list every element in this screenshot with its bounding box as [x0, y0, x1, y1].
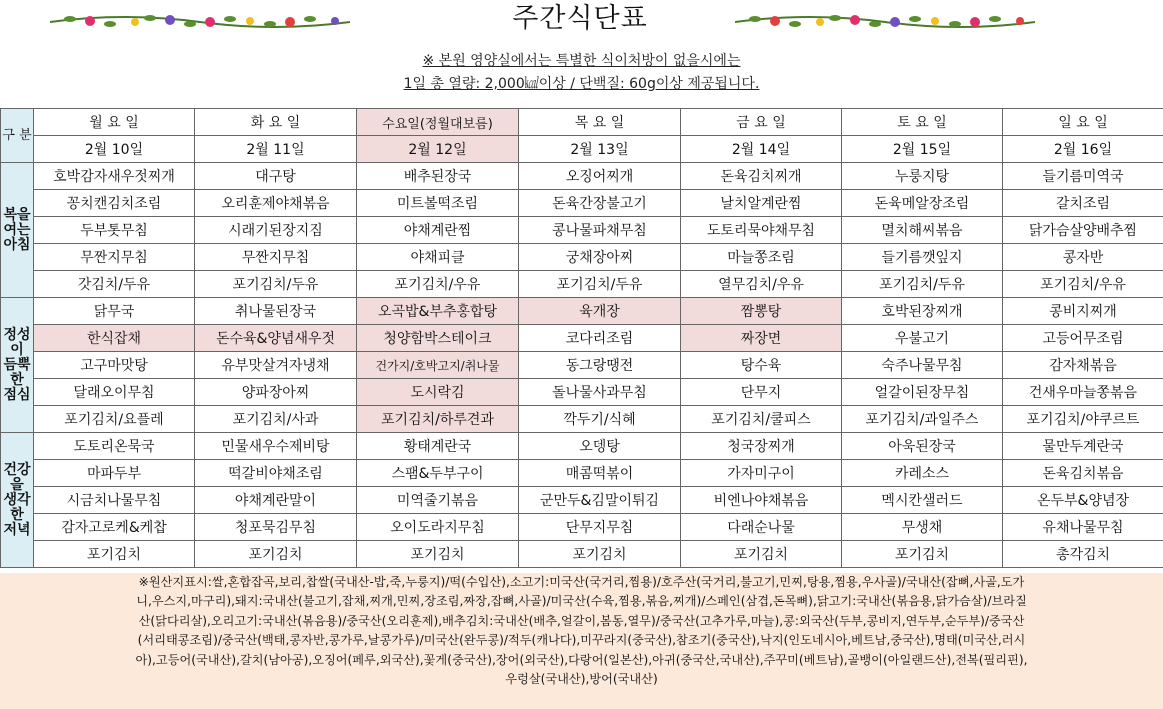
menu-item-cell: 미트볼떡조림 [357, 190, 519, 217]
menu-item-cell: 포기김치/두유 [195, 271, 357, 298]
menu-item-cell: 민물새우수제비탕 [195, 433, 357, 460]
menu-item-cell: 건가지/호박고지/취나물 [357, 352, 519, 379]
menu-item-cell: 얼갈이된장무침 [842, 379, 1003, 406]
menu-item-cell: 카레소스 [842, 460, 1003, 487]
day-name-row [1, 109, 1163, 136]
menu-item-cell: 콩나물파채무침 [519, 217, 681, 244]
menu-item-cell: 포기김치/우유 [1003, 271, 1163, 298]
meal-category-label: 건강을 생각한 저녁 [1, 433, 34, 568]
date-cell: 2월 12일 [357, 136, 519, 163]
flower-garland-left-icon [50, 10, 350, 32]
menu-item-cell: 포기김치/우유 [357, 271, 519, 298]
menu-item-cell: 호박감자새우젓찌개 [34, 163, 195, 190]
meal-category-label: 복을 여는 아침 [1, 163, 34, 298]
menu-item-cell: 온두부&양념장 [1003, 487, 1163, 514]
notice-line-2: 1일 총 열량: 2,000㎉이상 / 단백질: 60g이상 제공됩니다. [403, 76, 760, 92]
menu-item-cell: 황태계란국 [357, 433, 519, 460]
menu-item-cell: 시래기된장지짐 [195, 217, 357, 244]
menu-item-cell: 육개장 [519, 298, 681, 325]
menu-item-cell: 돈수육&양념새우젓 [195, 325, 357, 352]
menu-item-cell: 달래오이무침 [34, 379, 195, 406]
menu-item-cell: 포기김치/두유 [519, 271, 681, 298]
menu-item-cell: 호박된장찌개 [842, 298, 1003, 325]
header-label-cell: 구 분 [1, 109, 34, 163]
menu-row [1, 271, 1163, 298]
menu-item-cell: 포기김치 [357, 541, 519, 568]
flower-garland-right-icon [735, 10, 1035, 32]
menu-row [1, 541, 1163, 568]
day-name-cell: 토 요 일 [842, 109, 1003, 136]
menu-item-cell: 아욱된장국 [842, 433, 1003, 460]
menu-row [1, 433, 1163, 460]
menu-item-cell: 무생채 [842, 514, 1003, 541]
menu-item-cell: 야채계란찜 [357, 217, 519, 244]
menu-item-cell: 포기김치/사과 [195, 406, 357, 433]
menu-item-cell: 무짠지무침 [34, 244, 195, 271]
menu-item-cell: 우불고기 [842, 325, 1003, 352]
menu-item-cell: 포기김치/하루견과 [357, 406, 519, 433]
menu-row [1, 190, 1163, 217]
menu-item-cell: 포기김치/요플레 [34, 406, 195, 433]
notice-line-1: ※ 본원 영양실에서는 특별한 식이처방이 없을시에는 [422, 53, 741, 69]
menu-item-cell: 두부톳무침 [34, 217, 195, 244]
date-cell: 2월 14일 [681, 136, 842, 163]
origin-line: (서리태콩조림)/중국산(백태,콩자반,콩가루,날콩가루)/미국산(완두콩)/적두(캐나다),미꾸라지(중국산),참조기(중국산),낙지(인도네시아,베트남,중국산),명태(미국산,러시 [137, 633, 1026, 648]
menu-item-cell: 도토리묵야채무침 [681, 217, 842, 244]
menu-item-cell: 돈육메알장조림 [842, 190, 1003, 217]
menu-item-cell: 누룽지탕 [842, 163, 1003, 190]
menu-item-cell: 들기름미역국 [1003, 163, 1163, 190]
origin-line: ※원산지표시:쌀,혼합잡곡,보리,찹쌀(국내산-밥,죽,누룽지)/떡(수입산),소고기:미국산(국거리,찜용)/호주산(국거리,불고기,민찌,탕용,찜용,우사골)/국내산(잡뼈,사골,도가 [138, 575, 1025, 589]
menu-item-cell: 야채계란말이 [195, 487, 357, 514]
menu-item-cell: 야채피클 [357, 244, 519, 271]
menu-item-cell: 마늘쫑조림 [681, 244, 842, 271]
menu-item-cell: 콩비지찌개 [1003, 298, 1163, 325]
menu-item-cell: 궁채장아찌 [519, 244, 681, 271]
menu-item-cell: 닭가슴살양배추찜 [1003, 217, 1163, 244]
menu-row [1, 379, 1163, 406]
menu-item-cell: 돈육김치볶음 [1003, 460, 1163, 487]
menu-item-cell: 배추된장국 [357, 163, 519, 190]
menu-item-cell: 포기김치 [195, 541, 357, 568]
menu-item-cell: 짬뽕탕 [681, 298, 842, 325]
menu-row [1, 217, 1163, 244]
menu-item-cell: 동그랑땡전 [519, 352, 681, 379]
menu-item-cell: 다래순나물 [681, 514, 842, 541]
day-name-cell: 수요일(정월대보름) [357, 109, 519, 136]
origin-line: 산(닭다리살),오리고기:국내산(볶음용)/중국산(오리훈제),배추김치:국내산(배추,얼갈이,봄동,열무)/중국산(고추가루,마늘),콩:외국산(두부,콩비지,연두부,순두부)/중국산 [138, 613, 1025, 628]
date-cell: 2월 13일 [519, 136, 681, 163]
menu-item-cell: 코다리조림 [519, 325, 681, 352]
menu-item-cell: 가자미구이 [681, 460, 842, 487]
menu-item-cell: 돈육간장불고기 [519, 190, 681, 217]
menu-item-cell: 갓김치/두유 [34, 271, 195, 298]
menu-row [1, 514, 1163, 541]
day-name-cell: 일 요 일 [1003, 109, 1163, 136]
menu-item-cell: 돌나물사과무침 [519, 379, 681, 406]
menu-item-cell: 청포묵김무침 [195, 514, 357, 541]
menu-row [1, 487, 1163, 514]
menu-item-cell: 미역줄기볶음 [357, 487, 519, 514]
date-cell: 2월 10일 [34, 136, 195, 163]
menu-item-cell: 양파장아찌 [195, 379, 357, 406]
origin-info [0, 573, 1163, 709]
menu-item-cell: 유부맛살겨자냉채 [195, 352, 357, 379]
menu-item-cell: 열무김치/우유 [681, 271, 842, 298]
menu-item-cell: 숙주나물무침 [842, 352, 1003, 379]
menu-item-cell: 시금치나물무침 [34, 487, 195, 514]
menu-item-cell: 군만두&김말이튀김 [519, 487, 681, 514]
menu-item-cell: 단무지 [681, 379, 842, 406]
menu-item-cell: 매콤떡볶이 [519, 460, 681, 487]
day-name-cell: 화 요 일 [195, 109, 357, 136]
origin-line: 아),고등어(국내산),갈치(남아공),오징어(페루,외국산),꽃게(중국산),장어(외국산),다랑어(일본산),아귀(중국산,국내산),주꾸미(베트남),골뱅이(아일랜드산),전복(필리핀), [135, 652, 1028, 667]
menu-item-cell: 멕시칸샐러드 [842, 487, 1003, 514]
menu-item-cell: 탕수육 [681, 352, 842, 379]
menu-item-cell: 오리훈제야채볶음 [195, 190, 357, 217]
menu-item-cell: 도시락김 [357, 379, 519, 406]
menu-item-cell: 도토리온묵국 [34, 433, 195, 460]
menu-row [1, 352, 1163, 379]
date-cell: 2월 15일 [842, 136, 1003, 163]
date-row [1, 136, 1163, 163]
menu-item-cell: 오뎅탕 [519, 433, 681, 460]
day-name-cell: 금 요 일 [681, 109, 842, 136]
menu-row [1, 325, 1163, 352]
menu-item-cell: 들기름깻잎지 [842, 244, 1003, 271]
menu-row [1, 406, 1163, 433]
menu-item-cell: 포기김치 [842, 541, 1003, 568]
menu-item-cell: 포기김치/과일주스 [842, 406, 1003, 433]
menu-item-cell: 무짠지무침 [195, 244, 357, 271]
menu-row [1, 244, 1163, 271]
menu-item-cell: 돈육김치찌개 [681, 163, 842, 190]
menu-item-cell: 짜장면 [681, 325, 842, 352]
menu-item-cell: 감자고로케&케찹 [34, 514, 195, 541]
menu-item-cell: 대구탕 [195, 163, 357, 190]
menu-item-cell: 오곡밥&부추홍합탕 [357, 298, 519, 325]
day-name-cell: 목 요 일 [519, 109, 681, 136]
date-cell: 2월 16일 [1003, 136, 1163, 163]
menu-item-cell: 포기김치/두유 [842, 271, 1003, 298]
weekly-menu-table [0, 108, 1163, 568]
menu-item-cell: 포기김치 [681, 541, 842, 568]
menu-item-cell: 꽁치캔김치조림 [34, 190, 195, 217]
menu-item-cell: 고등어무조림 [1003, 325, 1163, 352]
date-cell: 2월 11일 [195, 136, 357, 163]
menu-row [1, 460, 1163, 487]
meal-category-label: 정성이 듬뿍한 점심 [1, 298, 34, 433]
menu-item-cell: 닭무국 [34, 298, 195, 325]
menu-item-cell: 포기김치/쿨피스 [681, 406, 842, 433]
menu-item-cell: 갈치조림 [1003, 190, 1163, 217]
menu-item-cell: 깍두기/식혜 [519, 406, 681, 433]
menu-item-cell: 떡갈비야채조림 [195, 460, 357, 487]
menu-item-cell: 청양함박스테이크 [357, 325, 519, 352]
day-name-cell: 월 요 일 [34, 109, 195, 136]
menu-item-cell: 포기김치 [34, 541, 195, 568]
menu-item-cell: 고구마맛탕 [34, 352, 195, 379]
menu-item-cell: 청국장찌개 [681, 433, 842, 460]
menu-item-cell: 멸치해씨볶음 [842, 217, 1003, 244]
menu-item-cell: 물만두계란국 [1003, 433, 1163, 460]
menu-item-cell: 비엔나야채볶음 [681, 487, 842, 514]
menu-item-cell: 감자채볶음 [1003, 352, 1163, 379]
menu-item-cell: 건새우마늘쫑볶음 [1003, 379, 1163, 406]
menu-item-cell: 단무지무침 [519, 514, 681, 541]
menu-item-cell: 포기김치 [519, 541, 681, 568]
origin-line: 우렁살(국내산),방어(국내산) [505, 672, 658, 687]
menu-item-cell: 포기김치/야쿠르트 [1003, 406, 1163, 433]
menu-item-cell: 한식잡채 [34, 325, 195, 352]
page-title: 주간식단표 [512, 3, 648, 34]
menu-item-cell: 유채나물무침 [1003, 514, 1163, 541]
menu-item-cell: 스팸&두부구이 [357, 460, 519, 487]
menu-item-cell: 오이도라지무침 [357, 514, 519, 541]
menu-item-cell: 총각김치 [1003, 541, 1163, 568]
menu-item-cell: 마파두부 [34, 460, 195, 487]
origin-line: 니,우스지,마구리),돼지:국내산(불고기,잡채,찌개,민찌,장조림,짜장,잡뼈,사골)/미국산(수육,찜용,볶음,찌개)/스페인(삼겹,돈목뼈),닭고기:국내산(볶음용,닭가슴살)/브라질 [136, 594, 1027, 609]
menu-row [1, 298, 1163, 325]
menu-item-cell: 날치알계란찜 [681, 190, 842, 217]
page-header [0, 0, 1163, 108]
menu-row [1, 163, 1163, 190]
menu-item-cell: 콩자반 [1003, 244, 1163, 271]
menu-item-cell: 취나물된장국 [195, 298, 357, 325]
menu-item-cell: 오징어찌개 [519, 163, 681, 190]
